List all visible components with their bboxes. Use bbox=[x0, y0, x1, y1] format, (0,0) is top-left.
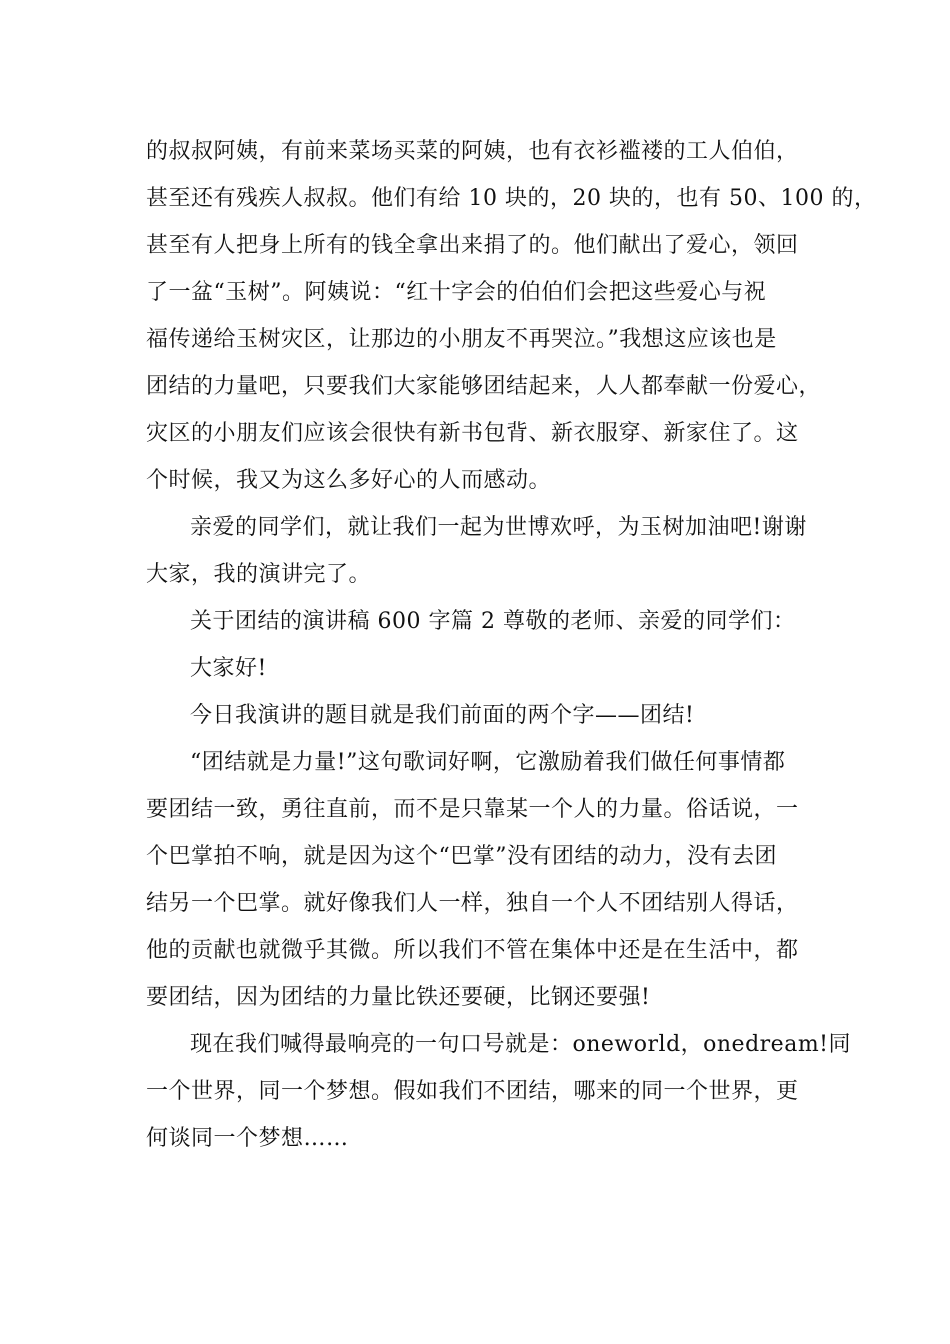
text-line: 他的贡献也就微乎其微。所以我们不管在集体中还是在生活中，都 bbox=[146, 938, 799, 963]
text-line: 大家，我的演讲完了。 bbox=[146, 562, 372, 587]
text-line: 甚至还有残疾人叔叔。他们有给 10 块的，20 块的，也有 50、100 的， bbox=[146, 186, 877, 211]
text-line: 灾区的小朋友们应该会很快有新书包背、新衣服穿、新家住了。这 bbox=[146, 421, 799, 446]
text-line: 了一盆“玉树”。阿姨说：“红十字会的伯伯们会把这些爱心与祝 bbox=[146, 280, 767, 305]
text-line: 要团结一致，勇往直前，而不是只靠某一个人的力量。俗话说，一 bbox=[146, 797, 799, 822]
text-line: 何谈同一个梦想…… bbox=[146, 1126, 349, 1151]
text-line: 今日我演讲的题目就是我们前面的两个字——团结! bbox=[190, 703, 695, 728]
text-line: 甚至有人把身上所有的钱全拿出来捐了的。他们献出了爱心，领回 bbox=[146, 233, 799, 258]
text-line: “团结就是力量!”这句歌词好啊，它激励着我们做任何事情都 bbox=[190, 750, 786, 775]
text-line: 一个世界，同一个梦想。假如我们不团结，哪来的同一个世界，更 bbox=[146, 1079, 799, 1104]
text-line: 结另一个巴掌。就好像我们人一样，独自一个人不团结别人得话， bbox=[146, 891, 799, 916]
text-line: 亲爱的同学们，就让我们一起为世博欢呼，为玉树加油吧!谢谢 bbox=[190, 515, 807, 540]
text-line: 团结的力量吧，只要我们大家能够团结起来，人人都奉献一份爱心， bbox=[146, 374, 822, 399]
text-line: 现在我们喊得最响亮的一句口号就是：oneworld，onedream!同 bbox=[190, 1032, 852, 1057]
text-line: 大家好! bbox=[190, 656, 267, 681]
text-line: 个巴掌拍不响，就是因为这个“巴掌”没有团结的动力，没有去团 bbox=[146, 844, 777, 869]
text-line: 关于团结的演讲稿 600 字篇 2 尊敬的老师、亲爱的同学们： bbox=[190, 609, 796, 634]
text-line: 福传递给玉树灾区，让那边的小朋友不再哭泣。”我想这应该也是 bbox=[146, 327, 777, 352]
text-line: 个时候，我又为这么多好心的人而感动。 bbox=[146, 468, 552, 493]
text-line: 的叔叔阿姨，有前来菜场买菜的阿姨，也有衣衫褴褛的工人伯伯， bbox=[146, 139, 799, 164]
text-line: 要团结，因为团结的力量比铁还要硬，比钢还要强! bbox=[146, 985, 651, 1010]
